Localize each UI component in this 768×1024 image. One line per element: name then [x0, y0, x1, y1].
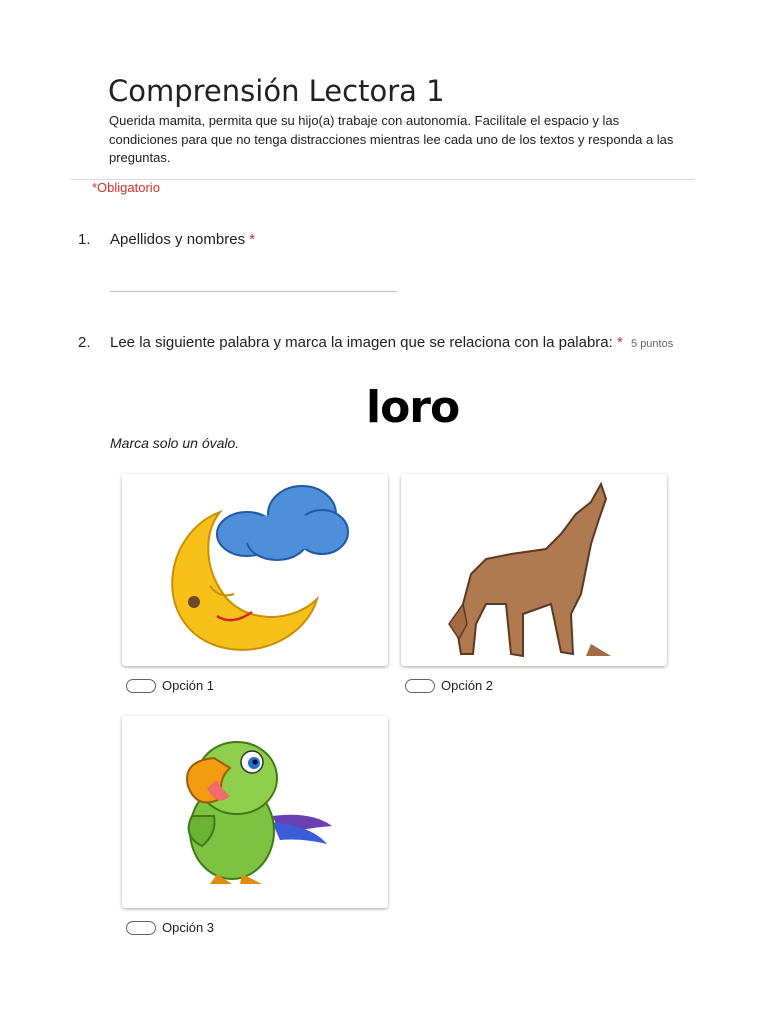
option-1[interactable] [126, 678, 214, 693]
question-2-text [110, 334, 673, 351]
option-2-card[interactable] [401, 474, 667, 666]
parrot-picture [122, 716, 388, 908]
question-1-number: 1. [78, 231, 91, 248]
option-2[interactable] [405, 678, 493, 693]
question-2-label: Lee la siguiente palabra y marca la imagen que se relaciona con la palabra: [110, 334, 613, 351]
option-3-radio[interactable] [126, 921, 156, 935]
option-2-radio[interactable] [405, 679, 435, 693]
question-1-label: Apellidos y nombres [110, 231, 246, 248]
option-1-radio[interactable] [126, 679, 156, 693]
howling-wolf-picture [401, 474, 667, 666]
question-2-hint: Marca solo un óvalo. [110, 435, 240, 451]
header-divider [70, 179, 694, 180]
target-word: loro [366, 382, 460, 433]
option-3-card[interactable] [122, 716, 388, 908]
question-2-number: 2. [78, 334, 91, 351]
option-3[interactable] [126, 920, 214, 935]
moon-cloud-picture [122, 474, 388, 666]
option-1-card[interactable] [122, 474, 388, 666]
form-title: Comprensión Lectora 1 [108, 74, 445, 108]
option-3-label: Opción 3 [162, 920, 215, 935]
question-2-points: 5 puntos [631, 338, 674, 350]
question-1-required-mark: * [249, 231, 256, 248]
option-2-label: Opción 2 [441, 678, 494, 693]
question-2-required-mark: * [617, 334, 623, 351]
option-1-label: Opción 1 [162, 678, 215, 693]
form-description: Querida mamita, permita que su hijo(a) trabaje con autonomía. Facilítale el espacio y las condiciones para que no tenga distracciones mientras lee cada uno de los textos y responda a las preguntas. [109, 113, 674, 165]
question-1-text [110, 231, 255, 248]
required-note: *Obligatorio [92, 180, 160, 195]
question-1-answer-line[interactable] [110, 291, 397, 292]
